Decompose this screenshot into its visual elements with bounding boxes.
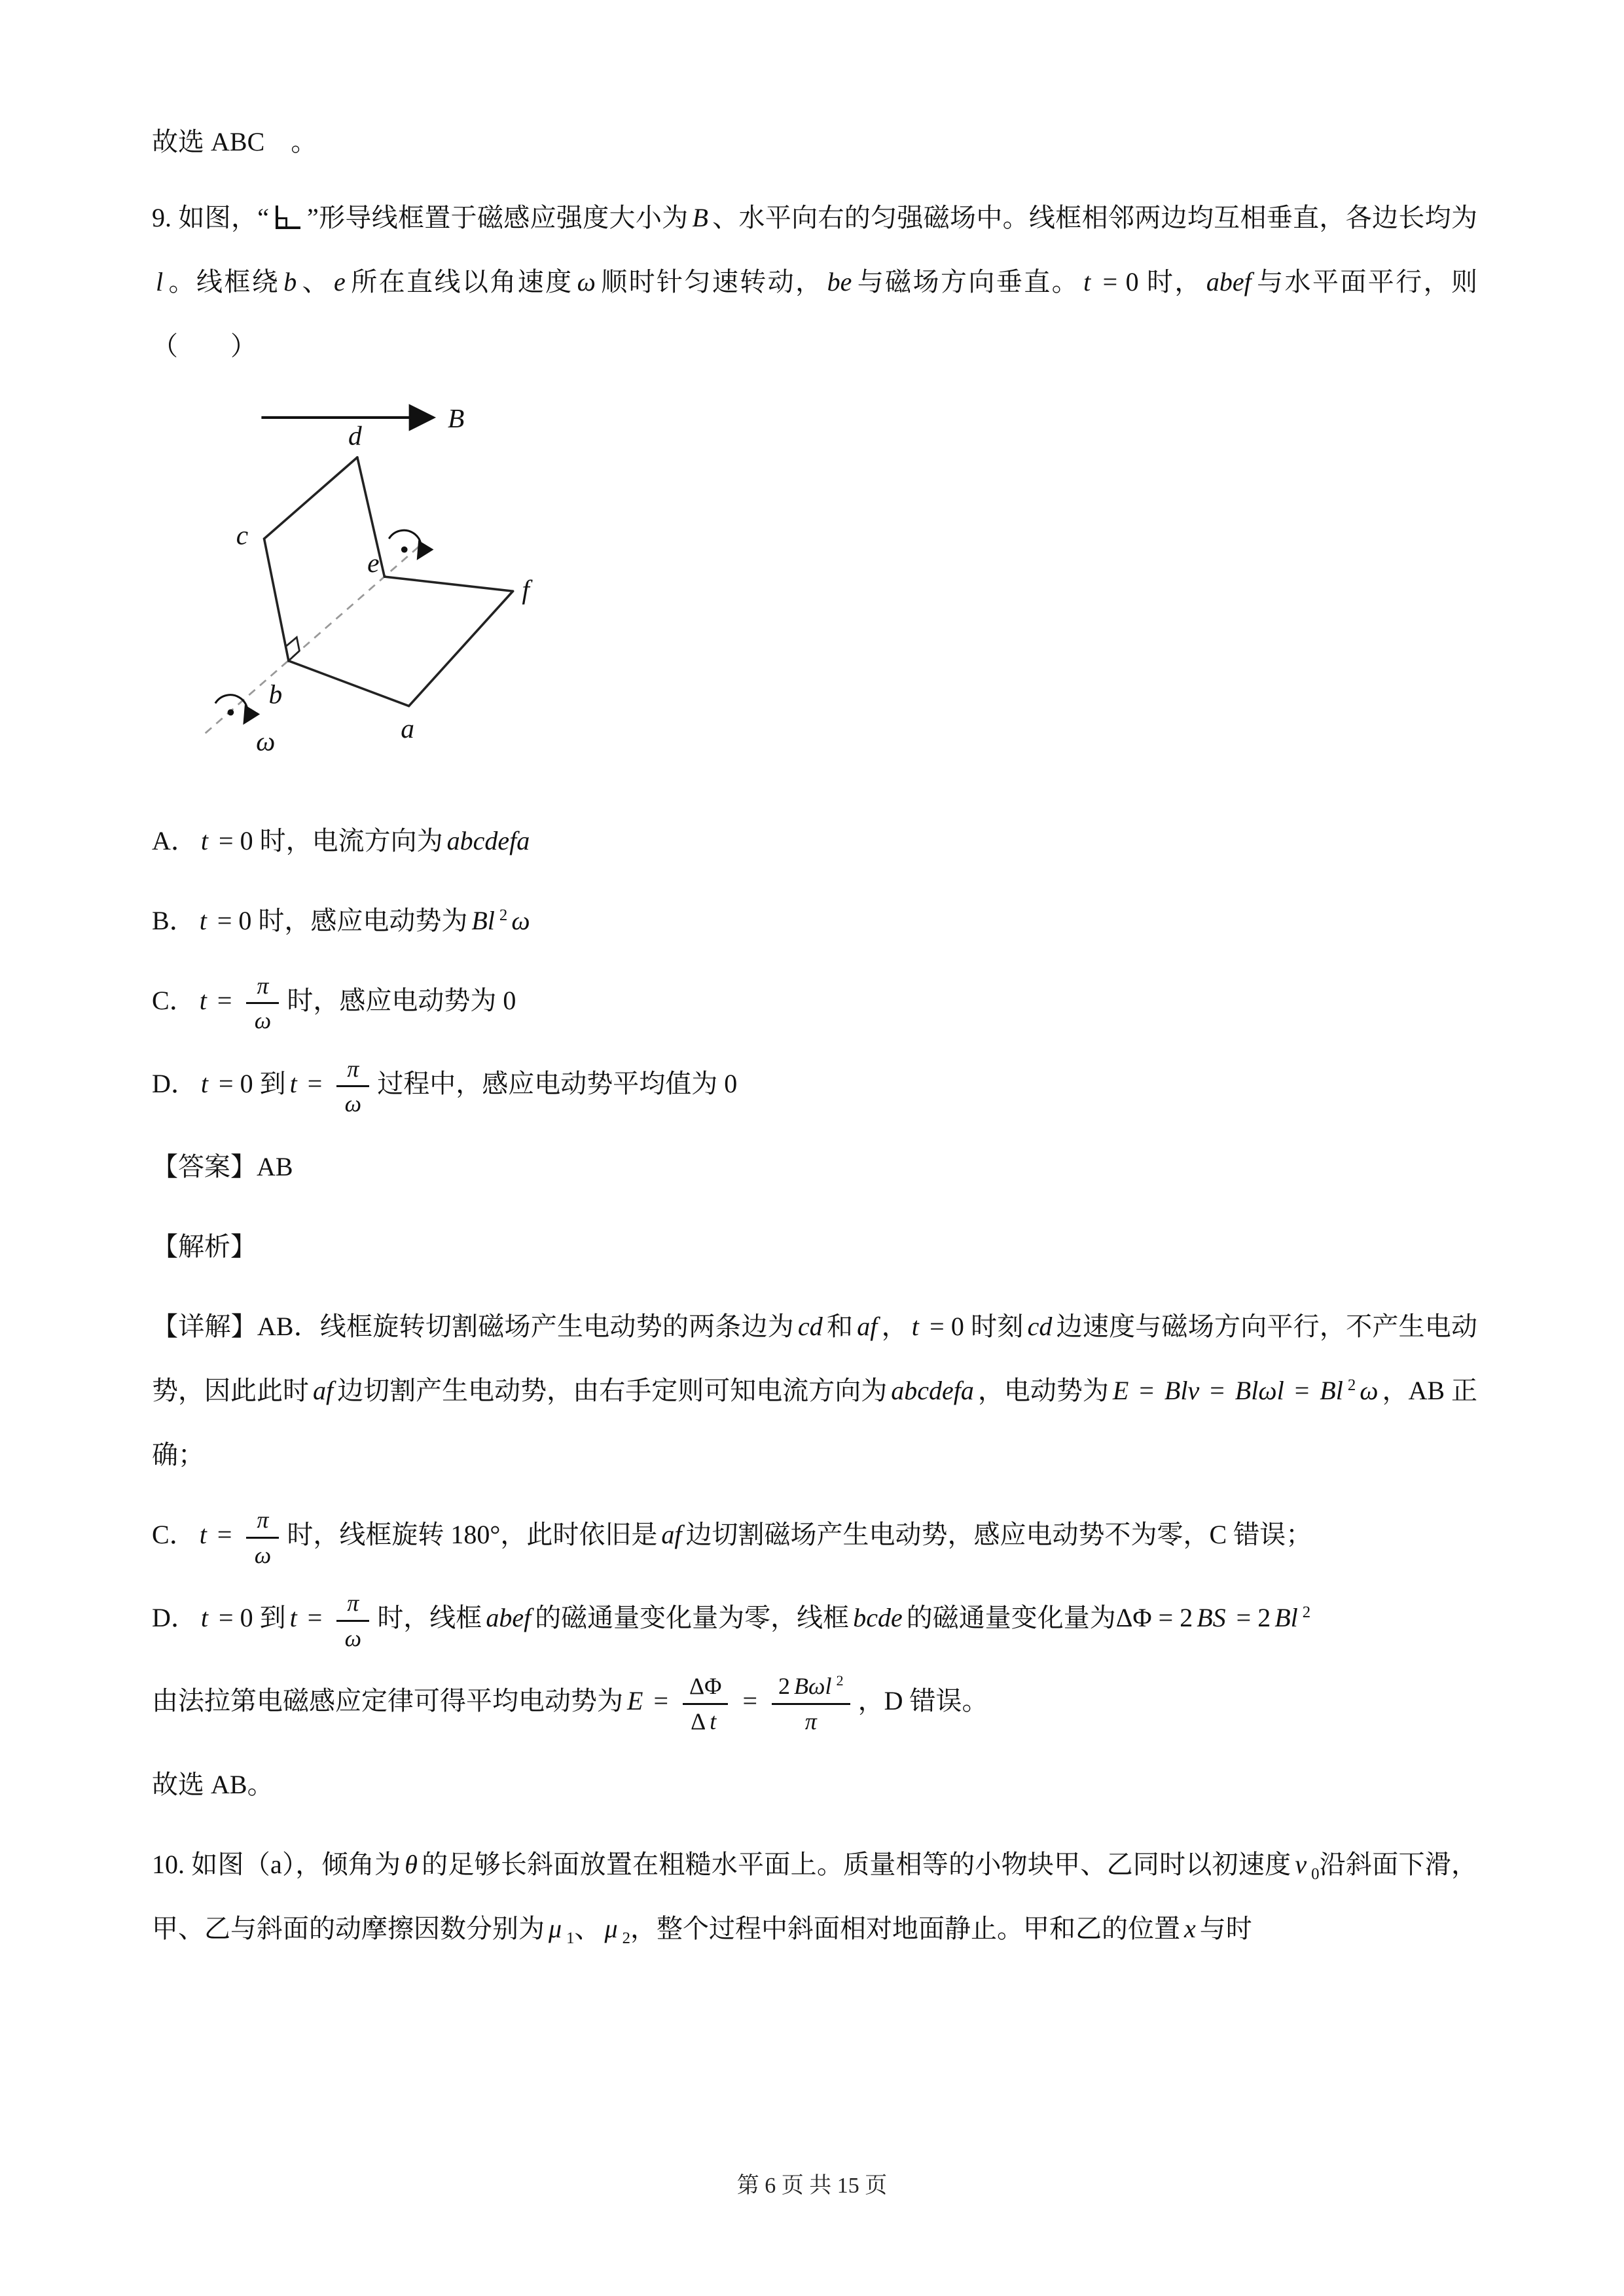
fraction: $\frac{\pi}{\omega}$ — [246, 971, 279, 1037]
q9-conclusion: 故选 AB。 — [152, 1769, 274, 1799]
fraction: $\frac{\pi}{\omega}$ — [336, 1588, 369, 1654]
page-content — [152, 110, 1477, 1977]
q9-detail-c: C． t = $\frac{\pi}{\omega}$ 时，线框旋转 180°，此时依旧是 af 边切割磁场产生电动势，感应电动势不为零，C 错误； — [152, 1503, 1477, 1570]
q9-option-b: B． t = 0 时，感应电动势为 Bl $^2$ ω — [152, 906, 530, 935]
label-b: b — [268, 679, 283, 709]
page-footer: 第 6 页 共 15 页 — [736, 2174, 888, 2198]
rotation-dot-top — [401, 547, 408, 553]
edge-ba — [289, 661, 409, 706]
q9-answer: 【答案】AB — [152, 1152, 293, 1182]
edge-af — [409, 591, 513, 706]
label-d: d — [348, 420, 362, 451]
label-c: c — [236, 520, 249, 550]
lframe-glyph — [276, 206, 300, 229]
fraction: $\frac{\pi}{\omega}$ — [336, 1054, 369, 1120]
label-B: B — [448, 403, 465, 434]
q9-figure — [178, 394, 1477, 792]
q10-stem: 10. 如图（a），倾角为 θ 的足够长斜面放置在粗糙水平面上。质量相等的小物块甲、乙同时以初速度 v $_0$沿斜面下滑，甲、乙与斜面的动摩擦因数分别为 μ $_1$、 μ $_2$，整个过程中斜面相对地面静止。甲和乙的位置 x 与时 — [152, 1849, 1478, 1947]
edge-bc — [264, 539, 289, 661]
label-omega: ω — [256, 726, 276, 757]
q9-diagram-svg — [178, 394, 604, 792]
q9-detail-ab: 【详解】AB．线框旋转切割磁场产生电动势的两条边为 cd 和 af ， t = 0 时刻 cd 边速度与磁场方向平行，不产生电动势，因此此时 af 边切割产生电动势，由右手定则可知电流方向为 abcdefa ，电动势为 E = Blv = Blωl = Bl $^2$ ω ，AB 正确； — [152, 1312, 1478, 1470]
edge-fe — [384, 577, 513, 591]
label-e: e — [367, 548, 380, 579]
q9-option-a: A． t = 0 时，电流方向为 abcdefa — [152, 826, 530, 855]
label-a: a — [401, 713, 414, 744]
q9-option-c: C． t = $\frac{\pi}{\omega}$ 时，感应电动势为 0 — [152, 969, 1477, 1036]
rotation-axis-dashed — [206, 545, 421, 733]
q9-detail-d2: 由法拉第电磁感应定律可得平均电动势为 E = $\frac{\Delta\Phi}{\text{Δ t}}$ = $\frac{2 B\omega l ^2}{\pi}$ ，D 错误。 — [152, 1669, 1477, 1736]
q9-option-d: D． t = 0 到 t = $\frac{\pi}{\omega}$ 过程中，感应电动势平均值为 0 — [152, 1052, 1477, 1119]
q9-analysis-label: 【解析】 — [152, 1232, 257, 1262]
q9-stem: 9. 如图，“ ”形导线框置于磁感应强度大小为 B 、水平向右的匀强磁场中。线框相邻两边均互相垂直，各边长均为l 。线框绕 b 、 e 所在直线以角速度 ω 顺时针匀速转动， be 与磁场方向垂直。 t = 0 时， abef 与水平面平行，则（ ） — [152, 203, 1478, 361]
label-f: f — [522, 574, 530, 605]
fraction: $\frac{\pi}{\omega}$ — [246, 1505, 279, 1571]
fraction: $\frac{\Delta\Phi}{\text{Δ t}}$ — [683, 1671, 728, 1737]
rotation-dot-bottom — [228, 709, 234, 716]
fraction: $\frac{2 B\omega l ^2}{\pi}$ — [772, 1671, 850, 1737]
q8-choice-line: 故选 ABC 。 — [152, 127, 317, 156]
rotation-arrow-bottom — [215, 695, 247, 721]
rotation-arrow-top — [389, 530, 421, 556]
right-angle-mark — [286, 637, 300, 661]
edge-cd — [264, 457, 357, 539]
q9-detail-d: D． t = 0 到 t = $\frac{\pi}{\omega}$ 时，线框 abef 的磁通量变化量为零，线框 bcde 的磁通量变化量为ΔΦ = 2 BS = 2 Bl $^2$ — [152, 1586, 1477, 1653]
